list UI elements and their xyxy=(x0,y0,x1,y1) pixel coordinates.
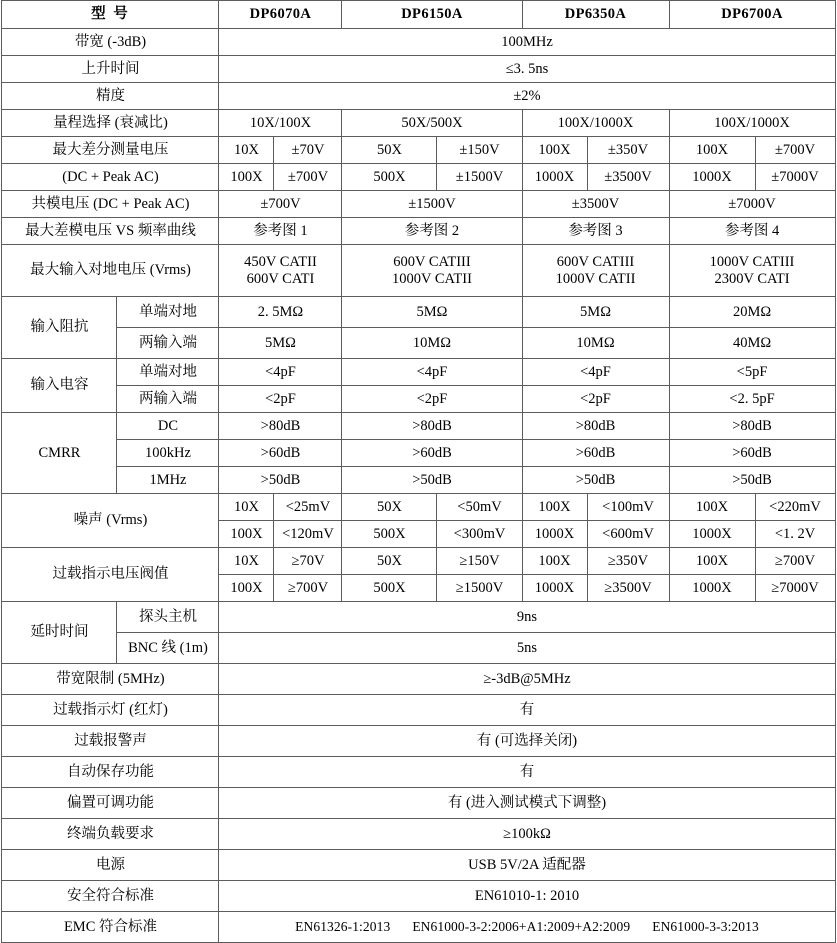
header-model-dp6150a: DP6150A xyxy=(342,1,522,29)
value-max-input-earth-1-line1: 450V CATII xyxy=(244,253,317,270)
value-range-select-1: 10X/100X xyxy=(219,110,342,137)
value-capacitance-diff-1: <2pF xyxy=(219,386,342,413)
label-range-select: 量程选择 (衰减比) xyxy=(2,110,219,137)
value-max-input-earth-3-line2: 1000V CATII xyxy=(555,270,636,287)
max-diff-atten-1-2: 50X xyxy=(342,137,437,164)
row-cmrr-1mhz xyxy=(2,467,835,494)
row-bandwidth xyxy=(2,29,835,56)
value-impedance-diff-1: 5MΩ xyxy=(219,328,342,359)
label-auto-save: 自动保存功能 xyxy=(2,757,219,788)
label-overload-beep: 过载报警声 xyxy=(2,726,219,757)
row-delay-time-probe xyxy=(2,602,835,633)
label-input-impedance: 输入阻抗 xyxy=(2,297,117,359)
noise-atten-2-2: 500X xyxy=(342,521,437,548)
label-overload-led: 过载指示灯 (红灯) xyxy=(2,695,219,726)
max-diff-atten-2-1: 100X xyxy=(219,164,274,191)
row-offset-adjust xyxy=(2,788,835,819)
value-capacitance-se-3: <4pF xyxy=(522,359,669,386)
value-capacitance-se-1: <4pF xyxy=(219,359,342,386)
value-cmrr-1mhz-1: >50dB xyxy=(219,467,342,494)
noise-value-1-4: <220mV xyxy=(755,494,835,521)
label-accuracy: 精度 xyxy=(2,83,219,110)
noise-atten-2-4: 1000X xyxy=(669,521,755,548)
overload-atten-1-1: 10X xyxy=(219,548,274,575)
noise-atten-1-4: 100X xyxy=(669,494,755,521)
row-noise-1 xyxy=(2,494,835,521)
max-diff-value-2-1: ±700V xyxy=(274,164,342,191)
value-impedance-diff-3: 10MΩ xyxy=(522,328,669,359)
value-cm-voltage-3: ±3500V xyxy=(522,191,669,218)
header-model-dp6700a: DP6700A xyxy=(669,1,835,29)
overload-atten-2-2: 500X xyxy=(342,575,437,602)
value-max-input-earth-1-line2: 600V CATI xyxy=(246,270,315,287)
sublabel-delay-bnc-cable: BNC 线 (1m) xyxy=(117,633,219,664)
row-auto-save xyxy=(2,757,835,788)
row-input-impedance-1 xyxy=(2,297,835,328)
emc-standard-1: EN61326-1:2013 xyxy=(295,919,391,935)
value-impedance-se-3: 5MΩ xyxy=(522,297,669,328)
overload-value-2-1: ≥700V xyxy=(274,575,342,602)
value-max-cm-vs-freq-4: 参考图 4 xyxy=(669,218,835,245)
noise-atten-2-3: 1000X xyxy=(522,521,587,548)
header-model-cell: 型 号 xyxy=(2,1,219,29)
value-bandwidth: 100MHz xyxy=(219,29,835,56)
row-range-select xyxy=(2,110,835,137)
value-overload-led: 有 xyxy=(219,695,835,726)
overload-atten-1-2: 50X xyxy=(342,548,437,575)
label-input-capacitance: 输入电容 xyxy=(2,359,117,413)
label-safety-standard: 安全符合标准 xyxy=(2,881,219,912)
row-terminal-load xyxy=(2,819,835,850)
sublabel-cmrr-1mhz: 1MHz xyxy=(117,467,219,494)
value-capacitance-diff-3: <2pF xyxy=(522,386,669,413)
label-bandwidth: 带宽 (-3dB) xyxy=(2,29,219,56)
value-cmrr-100khz-4: >60dB xyxy=(669,440,835,467)
row-max-cm-vs-freq xyxy=(2,218,835,245)
label-delay-time: 延时时间 xyxy=(2,602,117,664)
label-power: 电源 xyxy=(2,850,219,881)
value-impedance-se-4: 20MΩ xyxy=(669,297,835,328)
row-cmrr-100khz xyxy=(2,440,835,467)
row-bandwidth-limit xyxy=(2,664,835,695)
value-max-cm-vs-freq-3: 参考图 3 xyxy=(522,218,669,245)
label-noise: 噪声 (Vrms) xyxy=(2,494,219,548)
value-range-select-2: 50X/500X xyxy=(342,110,522,137)
value-delay-probe-host: 9ns xyxy=(219,602,835,633)
row-accuracy xyxy=(2,83,835,110)
row-power xyxy=(2,850,835,881)
row-overload-beep xyxy=(2,726,835,757)
max-diff-value-2-2: ±1500V xyxy=(437,164,522,191)
label-overload-threshold: 过载指示电压阀值 xyxy=(2,548,219,602)
value-cmrr-dc-3: >80dB xyxy=(522,413,669,440)
row-cmrr-dc xyxy=(2,413,835,440)
max-diff-atten-2-4: 1000X xyxy=(669,164,755,191)
value-safety-standard: EN61010-1: 2010 xyxy=(219,881,835,912)
noise-value-2-2: <300mV xyxy=(437,521,522,548)
value-capacitance-se-4: <5pF xyxy=(669,359,835,386)
table-header-row xyxy=(2,1,835,29)
sublabel-cmrr-100khz: 100kHz xyxy=(117,440,219,467)
label-max-diff-voltage-line2: (DC + Peak AC) xyxy=(2,164,219,191)
overload-atten-1-3: 100X xyxy=(522,548,587,575)
max-diff-atten-1-1: 10X xyxy=(219,137,274,164)
row-overload-threshold-1 xyxy=(2,548,835,575)
row-delay-time-bnc xyxy=(2,633,835,664)
value-cmrr-1mhz-2: >50dB xyxy=(342,467,522,494)
noise-atten-1-1: 10X xyxy=(219,494,274,521)
value-max-cm-vs-freq-1: 参考图 1 xyxy=(219,218,342,245)
value-overload-beep: 有 (可选择关闭) xyxy=(219,726,835,757)
noise-atten-2-1: 100X xyxy=(219,521,274,548)
value-emc-standard xyxy=(219,912,835,943)
row-safety-standard xyxy=(2,881,835,912)
sublabel-cmrr-dc: DC xyxy=(117,413,219,440)
row-max-diff-voltage-1 xyxy=(2,137,835,164)
row-input-impedance-2 xyxy=(2,328,835,359)
label-emc-standard: EMC 符合标准 xyxy=(2,912,219,943)
specification-table xyxy=(1,0,835,943)
value-max-input-earth-2 xyxy=(342,245,522,297)
value-delay-bnc-cable: 5ns xyxy=(219,633,835,664)
row-input-capacitance-1 xyxy=(2,359,835,386)
value-cmrr-dc-2: >80dB xyxy=(342,413,522,440)
row-emc-standard xyxy=(2,912,835,943)
max-diff-value-1-3: ±350V xyxy=(587,137,669,164)
value-capacitance-diff-4: <2. 5pF xyxy=(669,386,835,413)
row-overload-led xyxy=(2,695,835,726)
overload-value-2-2: ≥1500V xyxy=(437,575,522,602)
value-cm-voltage-2: ±1500V xyxy=(342,191,522,218)
overload-value-1-3: ≥350V xyxy=(587,548,669,575)
sublabel-capacitance-single-ended: 单端对地 xyxy=(117,359,219,386)
sublabel-impedance-single-ended: 单端对地 xyxy=(117,297,219,328)
max-diff-value-1-1: ±70V xyxy=(274,137,342,164)
value-accuracy: ±2% xyxy=(219,83,835,110)
value-max-input-earth-4 xyxy=(669,245,835,297)
overload-value-2-4: ≥7000V xyxy=(755,575,835,602)
value-capacitance-se-2: <4pF xyxy=(342,359,522,386)
noise-value-1-2: <50mV xyxy=(437,494,522,521)
value-cmrr-dc-1: >80dB xyxy=(219,413,342,440)
value-capacitance-diff-2: <2pF xyxy=(342,386,522,413)
value-cmrr-dc-4: >80dB xyxy=(669,413,835,440)
value-rise-time: ≤3. 5ns xyxy=(219,56,835,83)
value-max-input-earth-2-line1: 600V CATIII xyxy=(393,253,471,270)
noise-atten-1-2: 50X xyxy=(342,494,437,521)
emc-standard-3: EN61000-3-3:2013 xyxy=(652,919,759,935)
value-max-cm-vs-freq-2: 参考图 2 xyxy=(342,218,522,245)
overload-value-1-4: ≥700V xyxy=(755,548,835,575)
value-cmrr-100khz-1: >60dB xyxy=(219,440,342,467)
value-auto-save: 有 xyxy=(219,757,835,788)
label-terminal-load: 终端负载要求 xyxy=(2,819,219,850)
row-max-diff-voltage-2 xyxy=(2,164,835,191)
value-impedance-diff-4: 40MΩ xyxy=(669,328,835,359)
header-model-dp6350a: DP6350A xyxy=(522,1,669,29)
value-max-input-earth-3 xyxy=(522,245,669,297)
noise-value-2-4: <1. 2V xyxy=(755,521,835,548)
value-cmrr-100khz-2: >60dB xyxy=(342,440,522,467)
value-impedance-se-2: 5MΩ xyxy=(342,297,522,328)
sublabel-delay-probe-host: 探头主机 xyxy=(117,602,219,633)
value-cmrr-100khz-3: >60dB xyxy=(522,440,669,467)
noise-value-2-3: <600mV xyxy=(587,521,669,548)
noise-value-2-1: <120mV xyxy=(274,521,342,548)
max-diff-value-1-4: ±700V xyxy=(755,137,835,164)
value-offset-adjust: 有 (进入测试模式下调整) xyxy=(219,788,835,819)
max-diff-value-1-2: ±150V xyxy=(437,137,522,164)
value-max-input-earth-2-line2: 1000V CATII xyxy=(392,270,472,287)
row-input-capacitance-2 xyxy=(2,386,835,413)
value-terminal-load: ≥100kΩ xyxy=(219,819,835,850)
label-cmrr: CMRR xyxy=(2,413,117,494)
sublabel-impedance-differential: 两输入端 xyxy=(117,328,219,359)
sublabel-capacitance-differential: 两输入端 xyxy=(117,386,219,413)
max-diff-value-2-3: ±3500V xyxy=(587,164,669,191)
label-rise-time: 上升时间 xyxy=(2,56,219,83)
value-cmrr-1mhz-4: >50dB xyxy=(669,467,835,494)
max-diff-value-2-4: ±7000V xyxy=(755,164,835,191)
value-power: USB 5V/2A 适配器 xyxy=(219,850,835,881)
value-max-input-earth-3-line1: 600V CATIII xyxy=(556,253,635,270)
overload-value-2-3: ≥3500V xyxy=(587,575,669,602)
max-diff-atten-1-3: 100X xyxy=(522,137,587,164)
max-diff-atten-2-2: 500X xyxy=(342,164,437,191)
value-impedance-se-1: 2. 5MΩ xyxy=(219,297,342,328)
noise-value-1-3: <100mV xyxy=(587,494,669,521)
emc-standard-2: EN61000-3-2:2006+A1:2009+A2:2009 xyxy=(412,919,631,935)
row-common-mode-voltage xyxy=(2,191,835,218)
label-max-diff-voltage-line1: 最大差分测量电压 xyxy=(2,137,219,164)
row-rise-time xyxy=(2,56,835,83)
overload-value-1-1: ≥70V xyxy=(274,548,342,575)
value-impedance-diff-2: 10MΩ xyxy=(342,328,522,359)
value-cmrr-1mhz-3: >50dB xyxy=(522,467,669,494)
value-range-select-3: 100X/1000X xyxy=(522,110,669,137)
max-diff-atten-1-4: 100X xyxy=(669,137,755,164)
value-range-select-4: 100X/1000X xyxy=(669,110,835,137)
label-common-mode-voltage: 共模电压 (DC + Peak AC) xyxy=(2,191,219,218)
row-max-input-to-earth xyxy=(2,245,835,297)
label-bandwidth-limit: 带宽限制 (5MHz) xyxy=(2,664,219,695)
overload-value-1-2: ≥150V xyxy=(437,548,522,575)
value-cm-voltage-1: ±700V xyxy=(219,191,342,218)
value-cm-voltage-4: ±7000V xyxy=(669,191,835,218)
value-max-input-earth-4-line1: 1000V CATIII xyxy=(709,253,795,270)
overload-atten-1-4: 100X xyxy=(669,548,755,575)
value-max-input-earth-1 xyxy=(219,245,342,297)
label-max-cm-vs-freq: 最大差模电压 VS 频率曲线 xyxy=(2,218,219,245)
header-model-dp6070a: DP6070A xyxy=(219,1,342,29)
noise-atten-1-3: 100X xyxy=(522,494,587,521)
label-max-input-to-earth: 最大输入对地电压 (Vrms) xyxy=(2,245,219,297)
max-diff-atten-2-3: 1000X xyxy=(522,164,587,191)
label-offset-adjust: 偏置可调功能 xyxy=(2,788,219,819)
overload-atten-2-3: 1000X xyxy=(522,575,587,602)
overload-atten-2-4: 1000X xyxy=(669,575,755,602)
noise-value-1-1: <25mV xyxy=(274,494,342,521)
value-bandwidth-limit: ≥-3dB@5MHz xyxy=(219,664,835,695)
value-max-input-earth-4-line2: 2300V CATI xyxy=(714,270,790,287)
overload-atten-2-1: 100X xyxy=(219,575,274,602)
